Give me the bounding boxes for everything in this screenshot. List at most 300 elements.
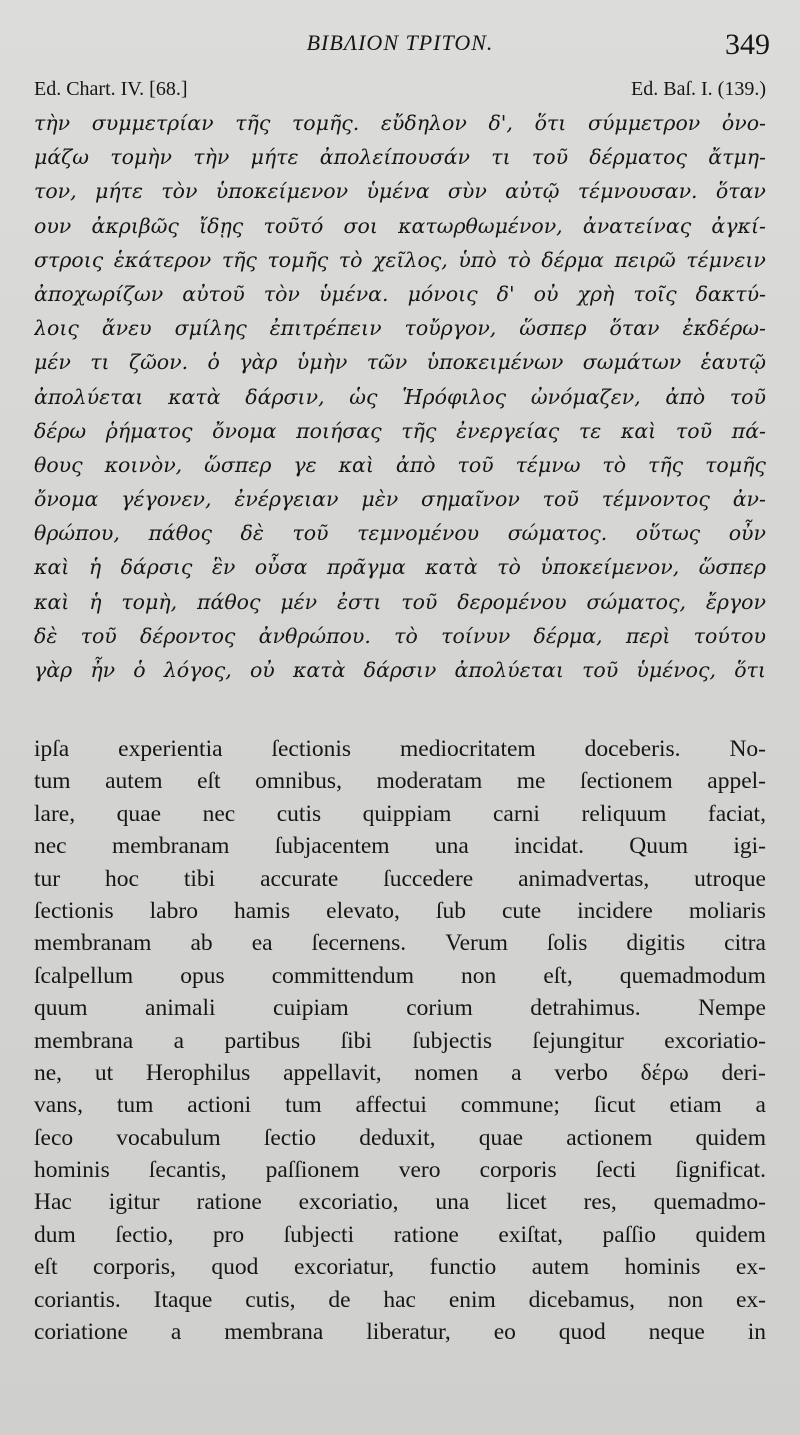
latin-text-line bbox=[34, 1089, 766, 1121]
word: τοῦτό bbox=[263, 213, 324, 238]
word: tum bbox=[34, 768, 71, 795]
word: ἓν bbox=[211, 555, 236, 580]
greek-text-line bbox=[34, 174, 766, 208]
word: ſubjectis bbox=[412, 1027, 492, 1054]
page-number: 349 bbox=[725, 28, 770, 61]
word: quae bbox=[116, 800, 162, 827]
word: ſecernens. bbox=[311, 930, 407, 957]
word: ἀπὸ bbox=[665, 384, 706, 409]
word: nec bbox=[34, 833, 67, 860]
word: ῥήματος bbox=[105, 418, 193, 443]
word: deduxit, bbox=[359, 1124, 436, 1151]
word: ὑμένα bbox=[366, 179, 430, 204]
word: actionem bbox=[566, 1124, 653, 1151]
word: σημαῖνον bbox=[421, 487, 520, 512]
word: ſubjecti bbox=[283, 1221, 355, 1248]
greek-text-line bbox=[34, 345, 766, 379]
word: incidere bbox=[577, 897, 653, 924]
word: quemadmodum bbox=[619, 962, 766, 989]
word: ſejungitur bbox=[532, 1027, 624, 1054]
word: ἀγκί- bbox=[711, 213, 766, 238]
word: citra bbox=[724, 930, 766, 957]
word: igitur bbox=[108, 1189, 160, 1216]
word: verbo bbox=[554, 1059, 608, 1086]
word: ἀπολείπουσάν bbox=[319, 145, 471, 170]
word: τοῖς bbox=[633, 281, 677, 306]
word: δάρσιν bbox=[363, 658, 437, 682]
word: τέμνω bbox=[515, 452, 581, 477]
word: eſt, bbox=[543, 962, 573, 989]
word: functio bbox=[429, 1254, 497, 1281]
greek-text-block bbox=[34, 106, 766, 687]
word: non bbox=[461, 962, 497, 989]
word: ὅτι bbox=[734, 658, 766, 682]
word: utroque bbox=[694, 865, 766, 892]
word: ſibi bbox=[340, 1027, 372, 1054]
word: τέμνειν bbox=[686, 247, 766, 272]
latin-text-line bbox=[34, 765, 766, 797]
word: pro bbox=[212, 1221, 245, 1248]
word: κατὰ bbox=[425, 555, 478, 580]
word: μέν bbox=[34, 350, 71, 375]
latin-text-line bbox=[34, 1154, 766, 1186]
word: τούτου bbox=[693, 623, 766, 648]
word: ἐκδέρω- bbox=[682, 316, 766, 341]
word: τῆς bbox=[221, 247, 257, 272]
word: σύμμετρον bbox=[587, 111, 701, 135]
word: οὖσα bbox=[254, 555, 308, 580]
word: coriantis. bbox=[34, 1286, 121, 1313]
word: eo bbox=[493, 1319, 516, 1346]
word: τι bbox=[491, 145, 511, 170]
word: καὶ bbox=[34, 555, 70, 580]
word: quod bbox=[558, 1319, 606, 1346]
word: nec bbox=[202, 800, 236, 827]
latin-text-line bbox=[34, 992, 766, 1024]
word: etiam bbox=[669, 1092, 722, 1119]
word: ὄνομα bbox=[212, 418, 277, 443]
word: δέρω bbox=[640, 1059, 689, 1086]
word: neque bbox=[648, 1319, 705, 1346]
word: ἀκριβῶς bbox=[91, 213, 179, 238]
word: λοις bbox=[34, 316, 79, 341]
word: ſectionis bbox=[271, 736, 352, 762]
word: quidem bbox=[695, 1124, 766, 1151]
word: ὑμένα. bbox=[318, 281, 389, 306]
edition-chart-ref: Ed. Chart. IV. [68.] bbox=[34, 78, 188, 100]
word: eſt bbox=[197, 768, 221, 795]
word: τέμνουσαν. bbox=[577, 179, 698, 204]
word: τοῦ bbox=[729, 384, 766, 409]
word: μάζω bbox=[34, 145, 89, 170]
word: τοῦ bbox=[80, 623, 117, 648]
word: σωμάτων bbox=[582, 350, 682, 375]
word: ratione bbox=[196, 1189, 262, 1216]
greek-text-line bbox=[34, 209, 766, 243]
word: μόνοις bbox=[407, 281, 478, 306]
word: ὑμένος, bbox=[636, 658, 716, 682]
word: στροις bbox=[34, 247, 104, 272]
word: τὸ bbox=[507, 247, 531, 272]
greek-text-line bbox=[34, 243, 766, 277]
word: ὑμὴν bbox=[296, 350, 348, 375]
word: τὴν bbox=[34, 111, 71, 135]
latin-text-line bbox=[34, 960, 766, 992]
word: Itaque bbox=[153, 1286, 213, 1313]
word: tum bbox=[116, 1092, 154, 1119]
greek-text-line bbox=[34, 585, 766, 619]
word: cuipiam bbox=[273, 995, 349, 1022]
word: ἀπολύεται bbox=[34, 384, 144, 409]
word: δέρματος bbox=[589, 145, 688, 170]
word: οὐ bbox=[533, 281, 559, 306]
latin-text-line bbox=[34, 895, 766, 927]
latin-text-line bbox=[34, 863, 766, 895]
word: excoriatur, bbox=[293, 1254, 395, 1281]
word: paſſio bbox=[602, 1221, 656, 1248]
word: res, bbox=[583, 1189, 617, 1216]
word: Ἡρόφιλος bbox=[402, 384, 507, 409]
word: ἑκάτερον bbox=[113, 247, 212, 272]
greek-text-line bbox=[34, 653, 766, 687]
word: πάθος bbox=[197, 589, 261, 614]
word: ἔργον bbox=[705, 589, 766, 614]
word: τοῦ bbox=[582, 658, 619, 682]
word: me bbox=[516, 768, 546, 795]
word: πά- bbox=[731, 418, 766, 443]
greek-text-line bbox=[34, 277, 766, 311]
word: δακτύ- bbox=[695, 281, 766, 306]
word: ſicut bbox=[593, 1092, 636, 1119]
word: σώματος, bbox=[586, 589, 687, 614]
word: quum bbox=[34, 995, 88, 1022]
word: σμίλης bbox=[174, 316, 247, 341]
word: cutis bbox=[276, 800, 322, 827]
word: τῆς bbox=[235, 111, 271, 135]
word: εὔδηλον bbox=[380, 111, 467, 135]
word: ἡ bbox=[88, 555, 102, 580]
word: commune; bbox=[460, 1092, 560, 1119]
word: ἀπὸ bbox=[395, 452, 436, 477]
word: ἀν- bbox=[732, 487, 766, 512]
word: ὑπὸ bbox=[458, 247, 497, 272]
word: mediocritatem bbox=[399, 736, 536, 762]
word: ἀνατείνας bbox=[582, 213, 692, 238]
greek-text-line bbox=[34, 106, 766, 140]
word: a bbox=[170, 1319, 182, 1346]
word: κοινὸν, bbox=[104, 452, 183, 477]
word: τοὔργον, bbox=[404, 316, 497, 341]
word: autem bbox=[105, 768, 163, 795]
word: τέμνοντος bbox=[601, 487, 710, 512]
word: γὰρ bbox=[239, 350, 278, 375]
word: quippiam bbox=[362, 800, 452, 827]
word: ne, bbox=[34, 1059, 63, 1086]
word: ουν bbox=[34, 213, 72, 238]
word: actioni bbox=[187, 1092, 252, 1119]
edition-basel-ref: Ed. Baſ. I. (139.) bbox=[631, 78, 766, 100]
word: αὐτοῦ bbox=[182, 281, 245, 306]
word: πάθος bbox=[148, 521, 212, 546]
word: experientia bbox=[118, 736, 223, 762]
word: τοῦ bbox=[542, 487, 579, 512]
word: ζῶον. bbox=[128, 350, 189, 375]
word: ſectionem bbox=[580, 768, 673, 795]
word: περὶ bbox=[625, 623, 671, 648]
word: vero bbox=[398, 1157, 441, 1184]
greek-text-line bbox=[34, 516, 766, 550]
word: ὁ bbox=[133, 658, 146, 682]
word: τὸν bbox=[263, 281, 300, 306]
word: τοίνυν bbox=[441, 623, 511, 648]
word: hoc bbox=[105, 865, 139, 892]
word: quod bbox=[211, 1254, 259, 1281]
word: τὸ bbox=[497, 555, 521, 580]
word: κατὰ bbox=[292, 658, 346, 682]
word: animali bbox=[145, 995, 216, 1022]
word: ἦν bbox=[90, 658, 116, 682]
word: ἐνέργειαν bbox=[234, 487, 339, 512]
word: dicebamus, bbox=[528, 1286, 636, 1313]
word: μέν bbox=[280, 589, 318, 614]
latin-text-line bbox=[34, 1316, 766, 1348]
word: ὥσπερ bbox=[698, 555, 766, 580]
word: ſecantis, bbox=[148, 1157, 227, 1184]
word: ipſa bbox=[34, 736, 70, 762]
word: καὶ bbox=[620, 418, 657, 443]
word: ἐπιτρέπειν bbox=[269, 316, 382, 341]
word: enim bbox=[448, 1286, 496, 1313]
word: elevato, bbox=[326, 897, 400, 924]
word: una bbox=[434, 833, 469, 860]
word: τον, bbox=[34, 179, 77, 204]
word: appel- bbox=[707, 768, 766, 795]
word: detrahimus. bbox=[530, 995, 641, 1022]
latin-text-block bbox=[34, 733, 766, 1348]
word: dum bbox=[34, 1221, 76, 1248]
word: ratione bbox=[393, 1221, 459, 1248]
word: Verum bbox=[445, 930, 508, 957]
word: κατωρθωμένον, bbox=[398, 213, 563, 238]
word: τι bbox=[90, 350, 110, 375]
word: κατὰ bbox=[168, 384, 221, 409]
word: ποιήσας bbox=[296, 418, 382, 443]
word: deri- bbox=[721, 1059, 766, 1086]
word: ex- bbox=[735, 1286, 766, 1313]
word: τὴν bbox=[193, 145, 230, 170]
word: ἀπολύεται bbox=[454, 658, 564, 682]
word: a bbox=[511, 1059, 522, 1086]
latin-text-line bbox=[34, 830, 766, 862]
word: ἡ bbox=[89, 589, 102, 614]
word: ut bbox=[94, 1059, 114, 1086]
word: ἀποχωρίζων bbox=[34, 281, 164, 306]
edition-reference-line bbox=[34, 78, 766, 101]
word: labro bbox=[149, 897, 198, 924]
word: δέρω bbox=[34, 418, 87, 443]
running-head: BIBΛIOΝ TPITON. bbox=[306, 30, 494, 55]
word: corporis bbox=[479, 1157, 557, 1184]
word: reliquum bbox=[581, 800, 667, 827]
word: τοῦ bbox=[292, 521, 329, 546]
word: τομῆς. bbox=[291, 111, 360, 135]
word: autem bbox=[531, 1254, 590, 1281]
latin-text-line bbox=[34, 1251, 766, 1283]
word: hac bbox=[383, 1286, 416, 1313]
word: ὡς bbox=[349, 384, 378, 409]
word: hominis bbox=[34, 1157, 110, 1184]
latin-text-line bbox=[34, 1122, 766, 1154]
word: a bbox=[173, 1027, 185, 1054]
greek-text-line bbox=[34, 140, 766, 174]
word: quae bbox=[478, 1124, 524, 1151]
word: nomen bbox=[414, 1059, 479, 1086]
word: ἄτμη- bbox=[708, 145, 766, 170]
word: cutis, bbox=[245, 1286, 296, 1313]
word: ſectionis bbox=[34, 897, 114, 924]
word: μήτε bbox=[250, 145, 299, 170]
word: ὁ bbox=[207, 350, 220, 375]
word: τοῦ bbox=[531, 145, 569, 170]
latin-text-line bbox=[34, 1025, 766, 1057]
word: licet bbox=[506, 1189, 547, 1216]
word: ſubjacentem bbox=[274, 833, 390, 860]
word: animadvertas, bbox=[518, 865, 650, 892]
word: πρᾶγμα bbox=[326, 555, 406, 580]
word: exiſtat, bbox=[498, 1221, 563, 1248]
word: τομῆς bbox=[267, 247, 329, 272]
word: partibus bbox=[224, 1027, 301, 1054]
greek-text-line bbox=[34, 380, 766, 414]
latin-text-line bbox=[34, 1186, 766, 1218]
word: καὶ bbox=[338, 452, 374, 477]
word: paſſionem bbox=[265, 1157, 360, 1184]
word: ab bbox=[190, 930, 213, 957]
word: digitis bbox=[626, 930, 686, 957]
word: incidat. bbox=[514, 833, 584, 860]
word: doceberis. bbox=[584, 736, 681, 762]
latin-text-line bbox=[34, 1057, 766, 1089]
word: τοῦ bbox=[401, 589, 438, 614]
word: χρὴ bbox=[577, 281, 615, 306]
word: quemadmo- bbox=[653, 1189, 766, 1216]
word: δ', bbox=[488, 111, 513, 135]
word: Nempe bbox=[698, 995, 766, 1022]
word: liberatur, bbox=[366, 1319, 451, 1346]
word: ὑποκείμενον bbox=[215, 179, 349, 204]
word: appellavit, bbox=[283, 1059, 382, 1086]
word: quidem bbox=[695, 1221, 766, 1248]
word: Herophilus bbox=[145, 1059, 251, 1086]
word: τῆς bbox=[401, 418, 437, 443]
word: τομὴν bbox=[110, 145, 172, 170]
word: αὐτῷ bbox=[505, 179, 560, 204]
word: faciat, bbox=[707, 800, 766, 827]
word: moliaris bbox=[688, 897, 766, 924]
word: membrana bbox=[34, 1027, 134, 1054]
word: ἄνευ bbox=[101, 316, 152, 341]
word: hominis bbox=[624, 1254, 701, 1281]
word: ἑαυτῷ bbox=[700, 350, 766, 375]
word: τεμνομένου bbox=[357, 521, 480, 546]
word: ὅταν bbox=[609, 316, 660, 341]
word: a bbox=[755, 1092, 766, 1119]
greek-text-line bbox=[34, 619, 766, 653]
word: tibi bbox=[183, 865, 216, 892]
greek-text-line bbox=[34, 482, 766, 516]
word: vocabulum bbox=[116, 1124, 221, 1151]
word: οὕτως bbox=[635, 521, 701, 546]
latin-text-line bbox=[34, 733, 766, 765]
word: δέρμα, bbox=[533, 623, 603, 648]
word: ſignificat. bbox=[675, 1157, 766, 1184]
word: ὥσπερ bbox=[204, 452, 272, 477]
word: vans, bbox=[34, 1092, 83, 1119]
word: de bbox=[328, 1286, 351, 1313]
word: μὲν bbox=[361, 487, 399, 512]
word: ὠνόμαζεν, bbox=[530, 384, 641, 409]
word: τε bbox=[578, 418, 602, 443]
word: tum bbox=[285, 1092, 322, 1119]
word: δέροντος bbox=[140, 623, 236, 648]
word: ſub bbox=[435, 897, 466, 924]
word: accurate bbox=[260, 865, 339, 892]
word: opus bbox=[180, 962, 225, 989]
word: δέρμα bbox=[541, 247, 604, 272]
word: ὑποκείμενον, bbox=[540, 555, 680, 580]
word: committendum bbox=[271, 962, 414, 989]
word: δάρσις bbox=[120, 555, 193, 580]
word: τῶν bbox=[366, 350, 408, 375]
latin-text-line bbox=[34, 927, 766, 959]
word: ἴδῃς bbox=[199, 213, 244, 238]
word: ἐστι bbox=[337, 589, 382, 614]
word: ex- bbox=[735, 1254, 766, 1281]
word: γέγονεν, bbox=[121, 487, 212, 512]
word: eſt bbox=[34, 1254, 58, 1281]
word: ſectio bbox=[263, 1124, 317, 1151]
word: οὐ bbox=[249, 658, 275, 682]
word: τῆς bbox=[648, 452, 684, 477]
word: σὺν bbox=[447, 179, 487, 204]
word: γε bbox=[293, 452, 317, 477]
latin-text-line bbox=[34, 1219, 766, 1251]
word: λόγος, bbox=[163, 658, 232, 682]
word: ſcalpellum bbox=[34, 962, 134, 989]
word: δὲ bbox=[240, 521, 264, 546]
word: igi- bbox=[733, 833, 766, 860]
word: lare, bbox=[34, 800, 76, 827]
word: ὅτι bbox=[534, 111, 567, 135]
word: excoriatio, bbox=[298, 1189, 399, 1216]
greek-text-line bbox=[34, 311, 766, 345]
word: ὀνο- bbox=[721, 111, 766, 135]
greek-text-line bbox=[34, 448, 766, 482]
word: ſuccedere bbox=[383, 865, 474, 892]
word: συμμετρίαν bbox=[91, 111, 214, 135]
latin-text-line bbox=[34, 1284, 766, 1316]
word: δάρσιν, bbox=[245, 384, 325, 409]
word: moderatam bbox=[376, 768, 483, 795]
greek-text-line bbox=[34, 550, 766, 584]
word: τομῆς bbox=[705, 452, 766, 477]
word: θρώπου, bbox=[34, 521, 120, 546]
word: corium bbox=[406, 995, 473, 1022]
word: δ' bbox=[496, 281, 515, 306]
word: hamis bbox=[233, 897, 291, 924]
word: μήτε bbox=[95, 179, 143, 204]
latin-text-line bbox=[34, 798, 766, 830]
